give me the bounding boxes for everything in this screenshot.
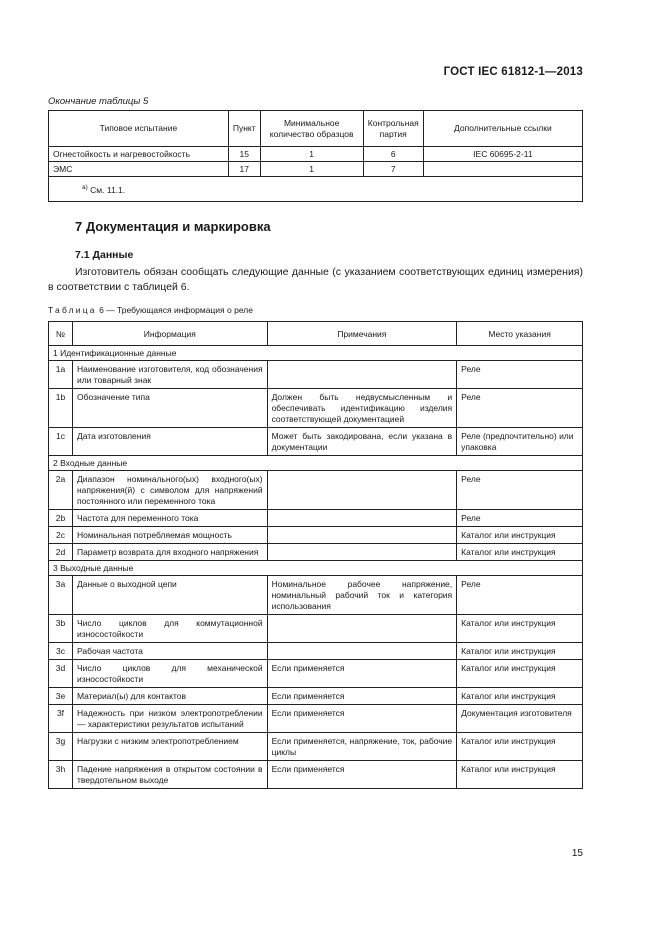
- table-note-row: [49, 177, 583, 202]
- table6-caption-text: 6 — Требующаяся информация о реле: [96, 305, 253, 315]
- table-cell: Огнестойкость и нагревостойкость: [49, 147, 229, 162]
- row-number: 3h: [49, 761, 73, 789]
- table-footnote: [49, 177, 583, 202]
- row-number: 3b: [49, 615, 73, 643]
- table-row: [49, 162, 583, 177]
- info-cell: Обозначение типа: [72, 389, 267, 428]
- table-cell: 1: [260, 147, 363, 162]
- table6-caption: [48, 305, 253, 315]
- row-number: 2c: [49, 527, 73, 544]
- info-cell: Число циклов для механической износостойкости: [72, 660, 267, 688]
- column-header: Информация: [72, 322, 267, 346]
- table-row: [49, 643, 583, 660]
- info-cell: Параметр возврата для входного напряжения: [72, 544, 267, 561]
- table-row: [49, 660, 583, 688]
- column-header: Минимальное количество образцов: [260, 111, 363, 147]
- location-cell: Каталог или инструкция: [457, 615, 583, 643]
- table-cell: ЭМС: [49, 162, 229, 177]
- notes-cell: [267, 544, 457, 561]
- column-header: Примечания: [267, 322, 457, 346]
- table-section-row: [49, 456, 583, 471]
- location-cell: Реле: [457, 510, 583, 527]
- location-cell: Реле: [457, 576, 583, 615]
- table-section-row: [49, 346, 583, 361]
- table-row: [49, 361, 583, 389]
- table-row: [49, 544, 583, 561]
- notes-cell: Должен быть недвусмысленным и обеспечивать идентификацию изделия соответствующей документацией: [267, 389, 457, 428]
- location-cell: Каталог или инструкция: [457, 733, 583, 761]
- table-row: [49, 688, 583, 705]
- notes-cell: [267, 527, 457, 544]
- body-paragraph: Изготовитель обязан сообщать следующие данные (с указанием соответствующих единиц измерения) в соответствии с таблицей 6.: [48, 266, 583, 293]
- column-header: Типовое испытание: [49, 111, 229, 147]
- info-cell: Частота для переменного тока: [72, 510, 267, 527]
- table-header-row: [49, 322, 583, 346]
- location-cell: Реле: [457, 471, 583, 510]
- table-5: [48, 110, 583, 202]
- info-cell: Число циклов для коммутационной износостойкости: [72, 615, 267, 643]
- table6-caption-label: Таблица: [48, 305, 97, 315]
- row-number: 2a: [49, 471, 73, 510]
- location-cell: Каталог или инструкция: [457, 643, 583, 660]
- row-number: 2b: [49, 510, 73, 527]
- table-row: [49, 428, 583, 456]
- notes-cell: Если применяется: [267, 688, 457, 705]
- subsection-heading: 7.1 Данные: [75, 249, 134, 261]
- column-header: Пункт: [228, 111, 260, 147]
- row-number: 1c: [49, 428, 73, 456]
- table-cell: 17: [228, 162, 260, 177]
- table-row: [49, 510, 583, 527]
- row-number: 2d: [49, 544, 73, 561]
- location-cell: Каталог или инструкция: [457, 527, 583, 544]
- location-cell: Каталог или инструкция: [457, 660, 583, 688]
- table-cell: 1: [260, 162, 363, 177]
- table-cell: 6: [363, 147, 423, 162]
- section-heading: 7 Документация и маркировка: [75, 219, 271, 234]
- section-title: 1 Идентификационные данные: [49, 346, 583, 361]
- info-cell: Номинальная потребляемая мощность: [72, 527, 267, 544]
- table-row: [49, 147, 583, 162]
- table-row: [49, 527, 583, 544]
- table-row: [49, 761, 583, 789]
- table-section-row: [49, 561, 583, 576]
- row-number: 3a: [49, 576, 73, 615]
- notes-cell: Номинальное рабочее напряжение, номинальный рабочий ток и категория использования: [267, 576, 457, 615]
- info-cell: Нагрузки с низким электропотреблением: [72, 733, 267, 761]
- notes-cell: [267, 361, 457, 389]
- info-cell: Надежность при низком электропотреблении — характеристики результатов испытаний: [72, 705, 267, 733]
- table-row: [49, 576, 583, 615]
- table-cell: 7: [363, 162, 423, 177]
- table-cell: 15: [228, 147, 260, 162]
- notes-cell: [267, 510, 457, 527]
- notes-cell: [267, 471, 457, 510]
- notes-cell: Если применяется: [267, 705, 457, 733]
- table-header-row: [49, 111, 583, 147]
- footnote-mark: а): [82, 184, 88, 191]
- footnote-text: См. 11.1.: [87, 184, 126, 195]
- row-number: 3f: [49, 705, 73, 733]
- location-cell: Документация изготовителя: [457, 705, 583, 733]
- section-title: 3 Выходные данные: [49, 561, 583, 576]
- location-cell: Каталог или инструкция: [457, 544, 583, 561]
- table-row: [49, 471, 583, 510]
- column-header: Дополнительные ссылки: [423, 111, 582, 147]
- location-cell: Реле: [457, 361, 583, 389]
- notes-cell: [267, 615, 457, 643]
- notes-cell: Если применяется: [267, 761, 457, 789]
- row-number: 3c: [49, 643, 73, 660]
- table-row: [49, 733, 583, 761]
- row-number: 3d: [49, 660, 73, 688]
- table-cell: IEC 60695-2-11: [423, 147, 582, 162]
- table-6: [48, 321, 583, 789]
- info-cell: Данные о выходной цепи: [72, 576, 267, 615]
- row-number: 1a: [49, 361, 73, 389]
- table-row: [49, 615, 583, 643]
- column-header: №: [49, 322, 73, 346]
- info-cell: Дата изготовления: [72, 428, 267, 456]
- document-code: ГОСТ IEC 61812-1—2013: [443, 66, 583, 78]
- info-cell: Диапазон номинального(ых) входного(ых) напряжения(й) с символом для напряжений постоянного или переменного тока: [72, 471, 267, 510]
- table-cell: [423, 162, 582, 177]
- info-cell: Наименование изготовителя, код обозначения или товарный знак: [72, 361, 267, 389]
- row-number: 3e: [49, 688, 73, 705]
- table-row: [49, 705, 583, 733]
- page-number: 15: [571, 848, 583, 859]
- row-number: 1b: [49, 389, 73, 428]
- column-header: Место указания: [457, 322, 583, 346]
- notes-cell: Если применяется: [267, 660, 457, 688]
- info-cell: Падение напряжения в открытом состоянии в твердотельном выходе: [72, 761, 267, 789]
- info-cell: Материал(ы) для контактов: [72, 688, 267, 705]
- row-number: 3g: [49, 733, 73, 761]
- column-header: Контрольная партия: [363, 111, 423, 147]
- location-cell: Реле: [457, 389, 583, 428]
- notes-cell: [267, 643, 457, 660]
- location-cell: Каталог или инструкция: [457, 688, 583, 705]
- location-cell: Реле (предпочтительно) или упаковка: [457, 428, 583, 456]
- notes-cell: Если применяется, напряжение, ток, рабочие циклы: [267, 733, 457, 761]
- notes-cell: Может быть закодирована, если указана в документации: [267, 428, 457, 456]
- info-cell: Рабочая частота: [72, 643, 267, 660]
- location-cell: Каталог или инструкция: [457, 761, 583, 789]
- section-title: 2 Входные данные: [49, 456, 583, 471]
- table5-caption: Окончание таблицы 5: [48, 96, 149, 107]
- table-row: [49, 389, 583, 428]
